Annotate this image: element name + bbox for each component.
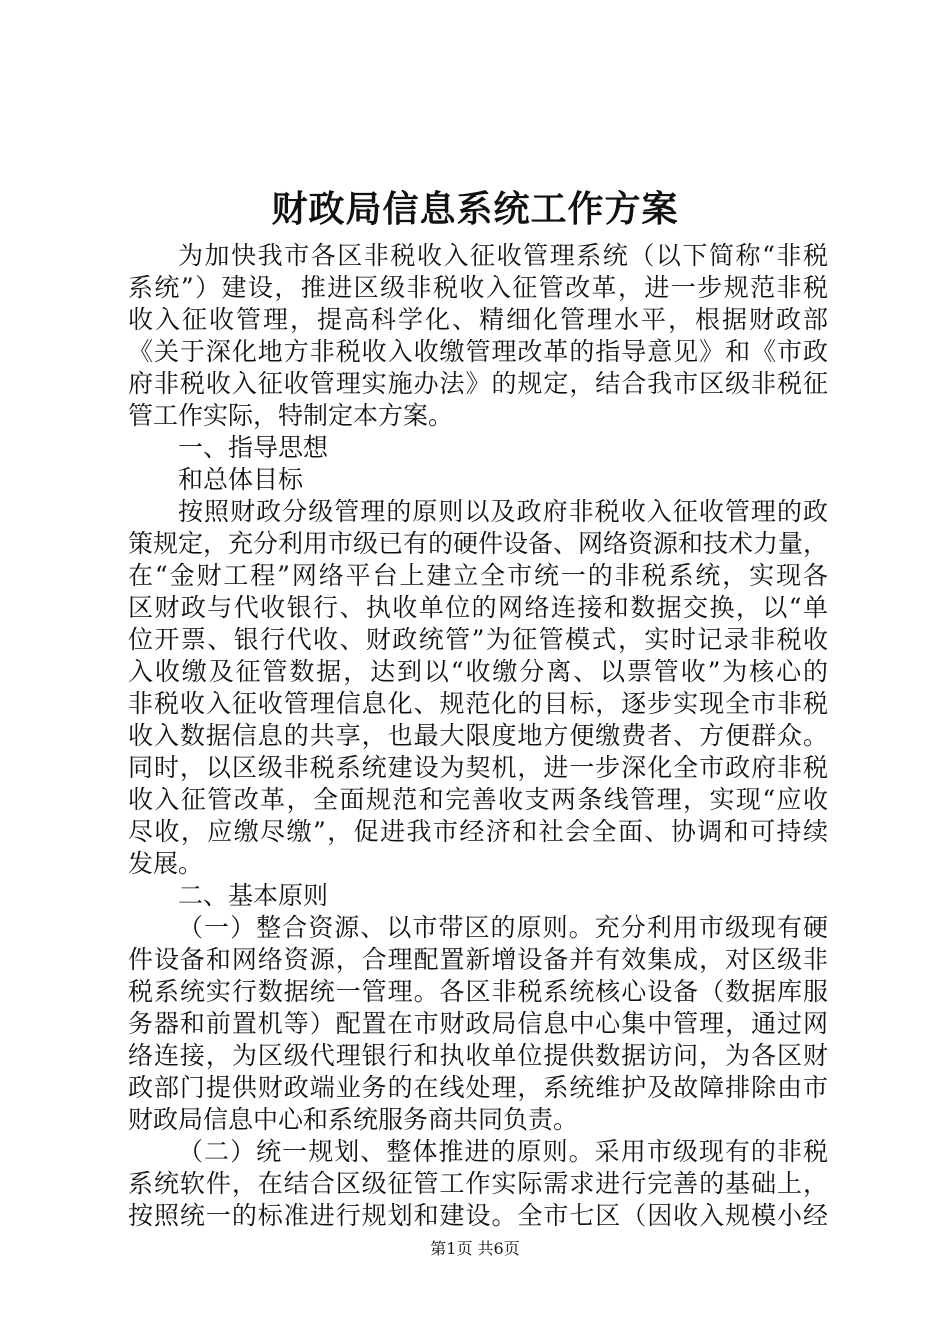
paragraph-line: 在“金财工程”网络平台上建立全市统一的非税系统，实现各	[128, 561, 828, 590]
section-heading: 一、指导思想	[178, 433, 329, 462]
paragraph-line: 《关于深化地方非税收入收缴管理改革的指导意见》和《市政	[128, 337, 828, 366]
paragraph-line: 管工作实际，特制定本方案。	[128, 401, 454, 430]
paragraph-line: 为加快我市各区非税收入征收管理系统（以下简称“非税	[178, 241, 828, 270]
paragraph-line: 络连接，为区级代理银行和执收单位提供数据访问，为各区财	[128, 1041, 828, 1070]
paragraph-line: 按照财政分级管理的原则以及政府非税收入征收管理的政	[178, 497, 828, 526]
paragraph-line: 收入数据信息的共享，也最大限度地方便缴费者、方便群众。	[128, 721, 828, 750]
paragraph-line: 同时，以区级非税系统建设为契机，进一步深化全市政府非税	[128, 753, 828, 782]
paragraph-line: 位开票、银行代收、财政统管”为征管模式，实时记录非税收	[128, 625, 828, 654]
paragraph-line: 件设备和网络资源，合理配置新增设备并有效集成，对区级非	[128, 945, 828, 974]
paragraph-line: 收入征收管理，提高科学化、精细化管理水平，根据财政部	[128, 305, 828, 334]
paragraph-line: 财政局信息中心和系统服务商共同负责。	[128, 1105, 579, 1134]
document-title: 财政局信息系统工作方案	[271, 188, 679, 230]
paragraph-line: 入收缴及征管数据，达到以“收缴分离、以票管收”为核心的	[128, 657, 828, 686]
section-heading: 二、基本原则	[178, 881, 329, 910]
paragraph-line: 策规定，充分利用市级已有的硬件设备、网络资源和技术力量，	[128, 529, 829, 558]
paragraph-line: （二）统一规划、整体推进的原则。采用市级现有的非税	[178, 1137, 828, 1166]
section-heading: 和总体目标	[178, 465, 304, 494]
page-number-footer: 第1页 共6页	[430, 1239, 520, 1258]
paragraph-line: 按照统一的标准进行规划和建设。全市七区（因收入规模小经	[128, 1201, 828, 1230]
paragraph-line: 收入征管改革，全面规范和完善收支两条线管理，实现“应收	[128, 785, 828, 814]
paragraph-line: 系统软件，在结合区级征管工作实际需求进行完善的基础上，	[128, 1169, 828, 1198]
paragraph-line: 尽收，应缴尽缴”，促进我市经济和社会全面、协调和可持续	[128, 817, 828, 846]
paragraph-line: 府非税收入征收管理实施办法》的规定，结合我市区级非税征	[128, 369, 828, 398]
paragraph-line: 系统”）建设，推进区级非税收入征管改革，进一步规范非税	[128, 273, 828, 302]
paragraph-line: 非税收入征收管理信息化、规范化的目标，逐步实现全市非税	[128, 689, 828, 718]
paragraph-line: （一）整合资源、以市带区的原则。充分利用市级现有硬	[178, 913, 828, 942]
paragraph-line: 政部门提供财政端业务的在线处理，系统维护及故障排除由市	[128, 1073, 828, 1102]
paragraph-line: 务器和前置机等）配置在市财政局信息中心集中管理，通过网	[128, 1009, 828, 1038]
paragraph-line: 发展。	[128, 849, 204, 878]
paragraph-line: 区财政与代收银行、执收单位的网络连接和数据交换，以“单	[128, 593, 828, 622]
paragraph-line: 税系统实行数据统一管理。各区非税系统核心设备（数据库服	[128, 977, 828, 1006]
